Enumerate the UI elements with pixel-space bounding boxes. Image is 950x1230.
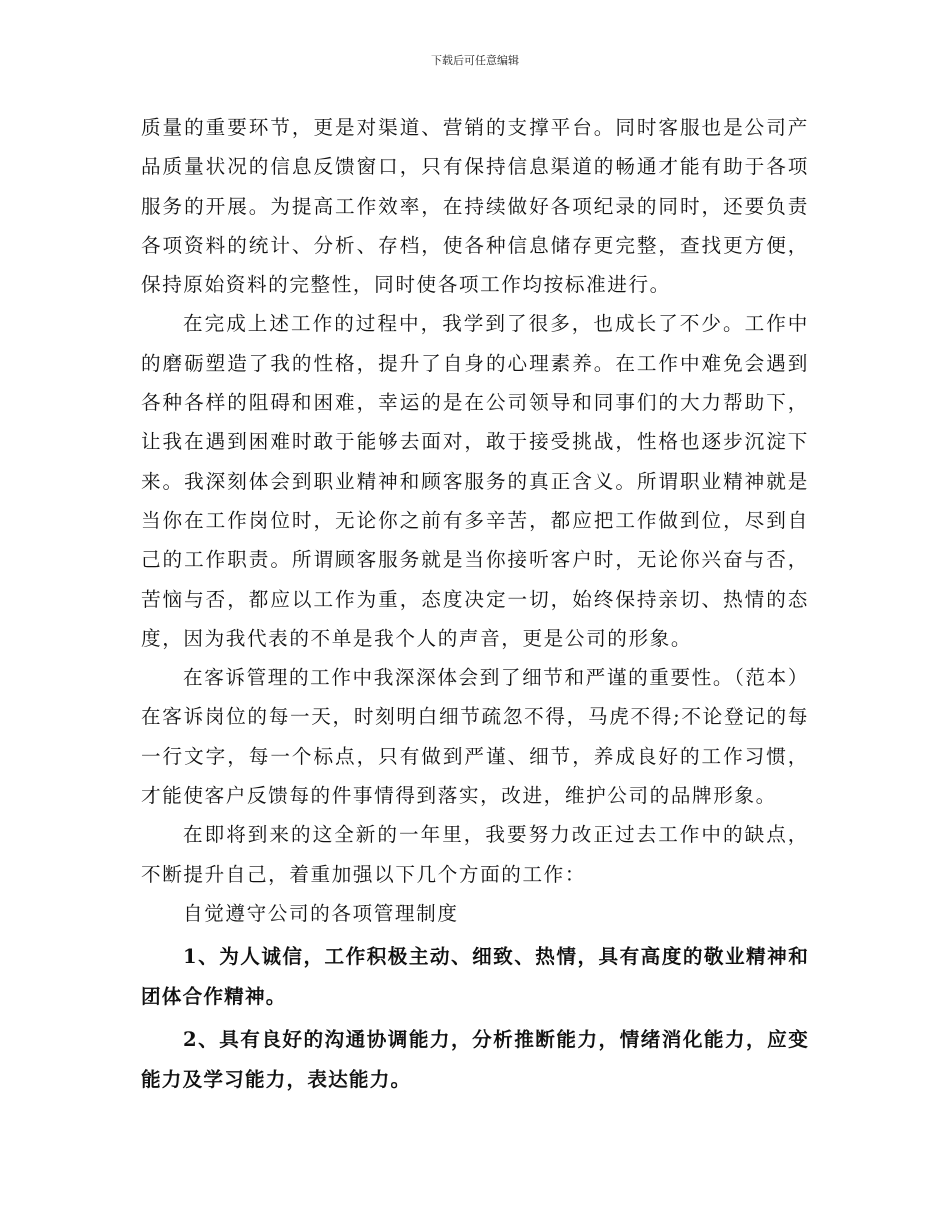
document-body: [141, 108, 809, 1099]
paragraph-rules-heading: 自觉遵守公司的各项管理制度: [183, 901, 459, 925]
page-header: 下载后可任意编辑: [431, 54, 519, 67]
paragraph-point-2: 2、具有良好的沟通协调能力，分析推断能力，情绪消化能力，应变能力及学习能力，表达能力。: [141, 1028, 809, 1091]
paragraph-complaint-management: 在客诉管理的工作中我深深体会到了细节和严谨的重要性。（范本）在客诉岗位的每一天，时刻明白细节疏忽不得，马虎不得;不论登记的每一行文字，每一个标点，只有做到严谨、细节，养成良好的工作习惯，才能使客户反馈每的件事情得到落实，改进，维护公司的品牌形象。: [141, 666, 810, 808]
paragraph-new-year-plan: 在即将到来的这全新的一年里，我要努力改正过去工作中的缺点，不断提升自己，着重加强以下几个方面的工作：: [141, 823, 809, 886]
paragraph-point-1: 1、为人诚信，工作积极主动、细致、热情，具有高度的敬业精神和团体合作精神。: [141, 945, 809, 1008]
paragraph-growth: 在完成上述工作的过程中，我学到了很多，也成长了不少。工作中的磨砺塑造了我的性格，提升了自身的心理素养。在工作中难免会遇到各种各样的阻碍和困难，幸运的是在公司领导和同事们的大力帮助下，让我在遇到困难时敢于能够去面对，敢于接受挑战，性格也逐步沉淀下来。我深刻体会到职业精神和顾客服务的真正含义。所谓职业精神就是当你在工作岗位时，无论你之前有多辛苦，都应把工作做到位，尽到自己的工作职责。所谓顾客服务就是当你接听客户时，无论你兴奋与否，苦恼与否，都应以工作为重，态度决定一切，始终保持亲切、热情的态度，因为我代表的不单是我个人的声音，更是公司的形象。: [141, 312, 809, 650]
paragraph-quality-platform: 质量的重要环节，更是对渠道、营销的支撑平台。同时客服也是公司产品质量状况的信息反馈窗口，只有保持信息渠道的畅通才能有助于各项服务的开展。为提高工作效率，在持续做好各项纪录的同时，还要负责各项资料的统计、分析、存档，使各种信息储存更完整，查找更方便，保持原始资料的完整性，同时使各项工作均按标准进行。: [141, 116, 809, 297]
